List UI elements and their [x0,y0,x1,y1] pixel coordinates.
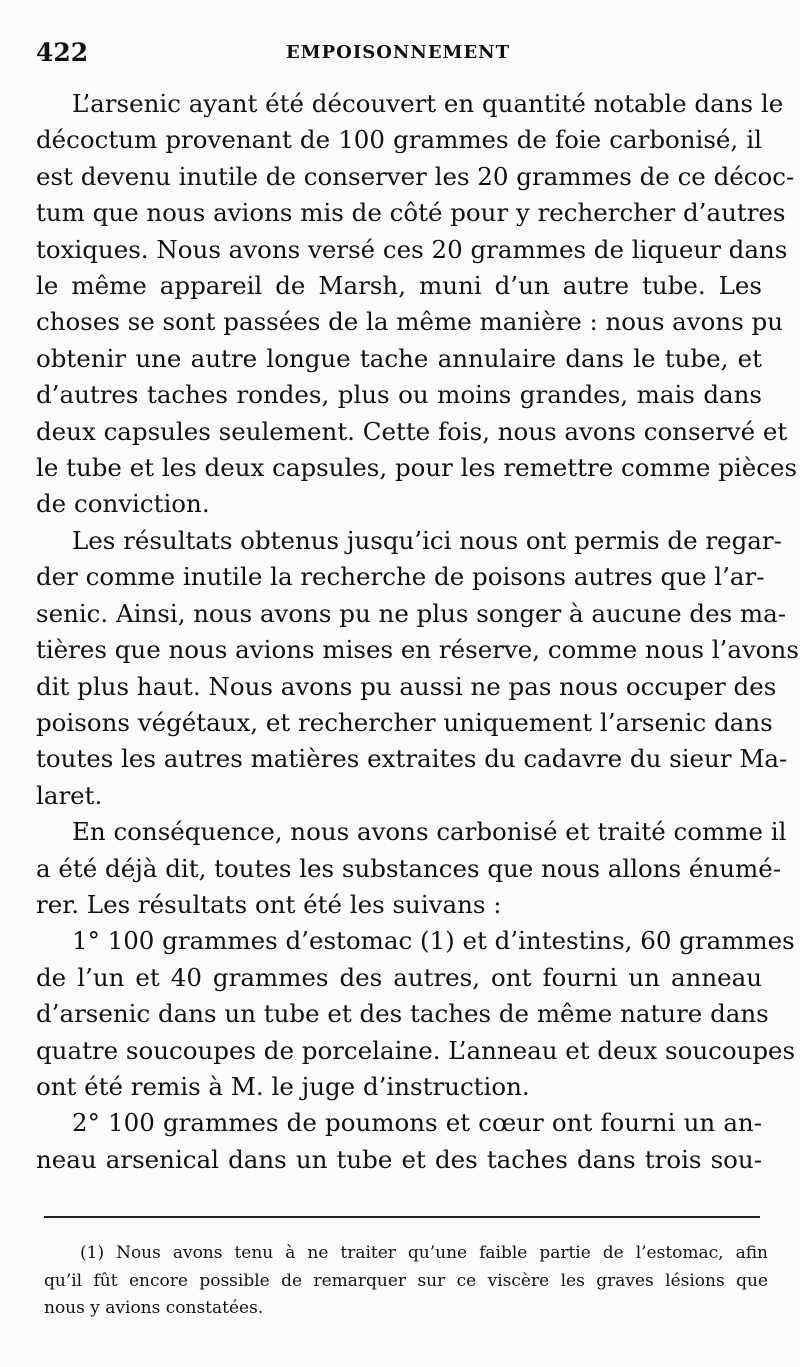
text-line: En conséquence, nous avons carbonisé et traité comme il [72,817,787,847]
text-line: senic. Ainsi, nous avons pu ne plus songer à aucune des ma- [36,598,787,628]
text-line: quatre soucoupes de porcelaine. L’anneau et deux soucoupes [36,1035,796,1065]
footnote-line: nous y avions constatées. [44,1298,264,1318]
page-number: 422 [36,38,89,67]
text-line: rer. Les résultats ont été les suivans : [36,889,502,919]
text-line: der comme inutile la recherche de poisons autres que l’ar- [36,562,765,592]
text-line: 2° 100 grammes de poumons et cœur ont fourni un an- [72,1108,762,1138]
text-line: de conviction. [36,489,210,519]
text-line: le tube et les deux capsules, pour les remettre comme pièces [36,453,798,483]
footnote [44,1240,768,1323]
page-header [36,38,760,78]
text-line: d’arsenic dans un tube et des taches de même nature dans [36,999,769,1029]
text-line: ont été remis à M. le juge d’instruction. [36,1071,530,1101]
text-line: dit plus haut. Nous avons pu aussi ne pas nous occuper des [36,671,777,701]
text-line: tières que nous avions mises en réserve, comme nous l’avons [36,635,799,665]
text-line: laret. [36,780,103,810]
footnote-line: (1) Nous avons tenu à ne traiter qu’une faible partie de l’estomac, afin [80,1243,768,1263]
text-line: 1° 100 grammes d’estomac (1) et d’intestins, 60 grammes [72,926,795,956]
text-line: choses se sont passées de la même manière : nous avons pu [36,307,783,337]
body-text [36,86,799,1178]
text-line: L’arsenic ayant été découvert en quantité notable dans le [72,89,784,118]
footnote-rule [44,1216,760,1218]
text-line: de l’un et 40 grammes des autres, ont fourni un anneau [36,962,762,992]
text-line: décoctum provenant de 100 grammes de foie carbonisé, il [36,125,762,155]
text-line: obtenir une autre longue tache annulaire dans le tube, et [36,343,762,373]
running-title: EMPOISONNEMENT [285,42,511,63]
text-line: d’autres taches rondes, plus ou moins grandes, mais dans [36,380,762,410]
text-line: neau arsenical dans un tube et des taches dans trois sou- [36,1144,762,1174]
text-line: poisons végétaux, et rechercher uniquement l’arsenic dans [36,707,773,737]
text-line: Les résultats obtenus jusqu’ici nous ont permis de regar- [72,525,782,555]
text-line: le même appareil de Marsh, muni d’un autre tube. Les [36,271,762,301]
text-line: est devenu inutile de conserver les 20 grammes de ce décoc- [36,161,795,191]
text-line: deux capsules seulement. Cette fois, nous avons conservé et [36,416,788,446]
text-line: tum que nous avions mis de côté pour y rechercher d’autres [36,198,786,228]
text-line: a été déjà dit, toutes les substances que nous allons énumé- [36,853,781,883]
footnote-line: qu’il fût encore possible de remarquer sur ce viscère les graves lésions que [44,1270,768,1291]
text-line: toutes les autres matières extraites du cadavre du sieur Ma- [36,744,788,774]
text-line: toxiques. Nous avons versé ces 20 grammes de liqueur dans [36,234,788,264]
